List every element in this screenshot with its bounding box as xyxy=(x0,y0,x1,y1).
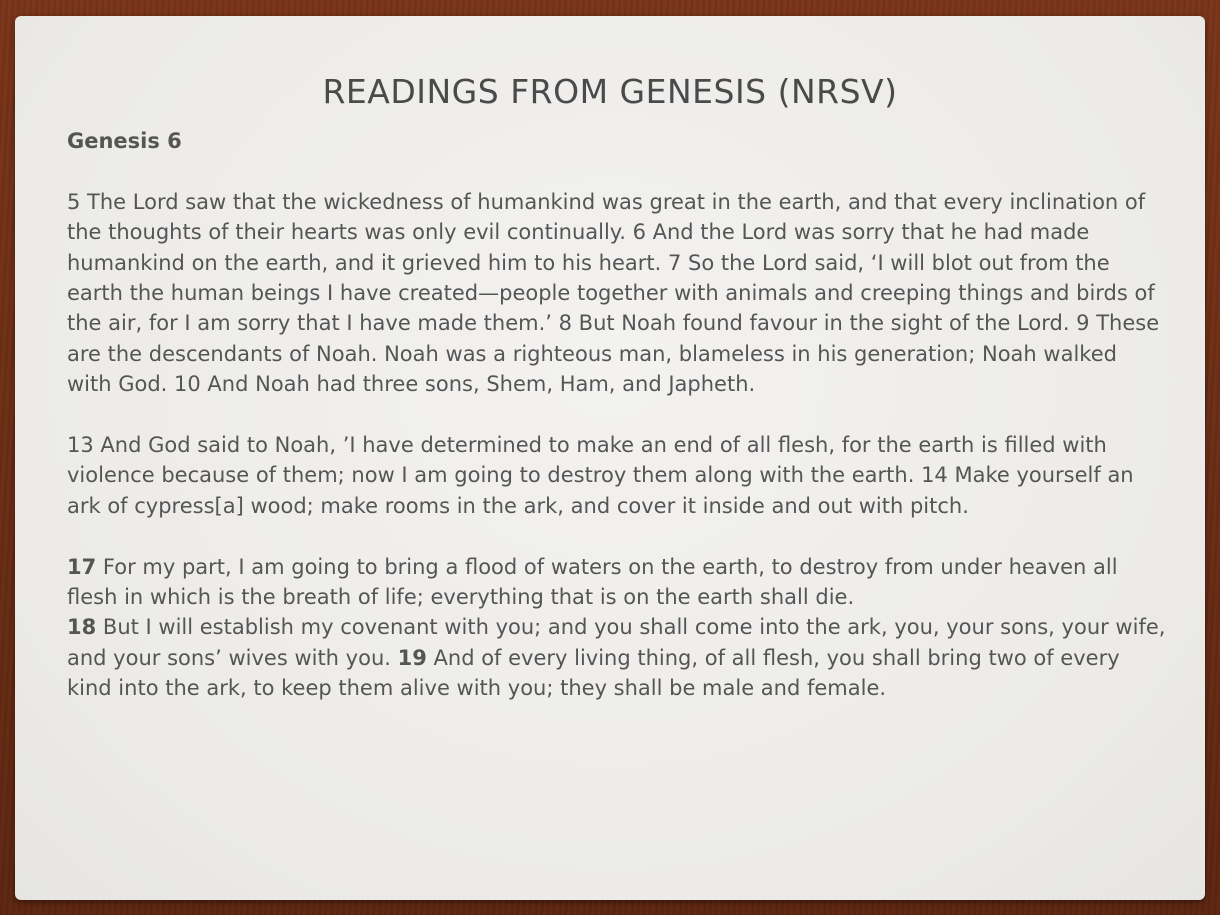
verse-text-19: And of every living thing, of all flesh, you shall bring two of every kind into the ark, to keep them alive with you; they shall be male and female. xyxy=(67,645,1120,701)
verse-number-18: 18 xyxy=(67,615,97,640)
verse-number-19: 19 xyxy=(397,645,427,670)
slide xyxy=(15,16,1205,900)
passage-text: 5 The Lord saw that the wickedness of humankind was great in the earth, and that every inclination of the thoughts of their hearts was only evil continually. 6 And the Lord was sorry that he had made humankind on the earth, and it grieved him to his heart. 7 So the Lord said, ‘I will blot out from the earth the human beings I have created—people together with animals and creeping things and birds of the air, for I am sorry that I have made them.’ 8 But Noah found favour in the sight of the Lord. 9 These are the descendants of Noah. Noah was a righteous man, blameless in his generation; Noah walked with God. 10 And Noah had three sons, Shem, Ham, and Japheth. xyxy=(67,189,1160,397)
passage-paragraph-2 xyxy=(67,430,1167,521)
verse-text-18: But I will establish my covenant with you; and you shall come into the ark, you, your sons, your wife, and your sons’ wives with you. xyxy=(67,615,1166,670)
passage-paragraph-1 xyxy=(67,187,1167,400)
slide-title: READINGS FROM GENESIS (NRSV) xyxy=(322,72,898,111)
slide-body xyxy=(67,126,1167,704)
verse-number-17: 17 xyxy=(67,554,97,579)
chapter-heading: Genesis 6 xyxy=(67,129,182,153)
verse-text-17: For my part, I am going to bring a flood of waters on the earth, to destroy from under heaven all flesh in which is the breath of life; everything that is on the earth shall die. xyxy=(67,554,1118,610)
passage-text: 13 And God said to Noah, ’I have determined to make an end of all flesh, for the earth is filled with violence because of them; now I am going to destroy them along with the earth. 14 Make yourself an ark of cypress[a] wood; make rooms in the ark, and cover it inside and out with pitch. xyxy=(67,433,1134,518)
passage-paragraph-3 xyxy=(67,552,1167,704)
